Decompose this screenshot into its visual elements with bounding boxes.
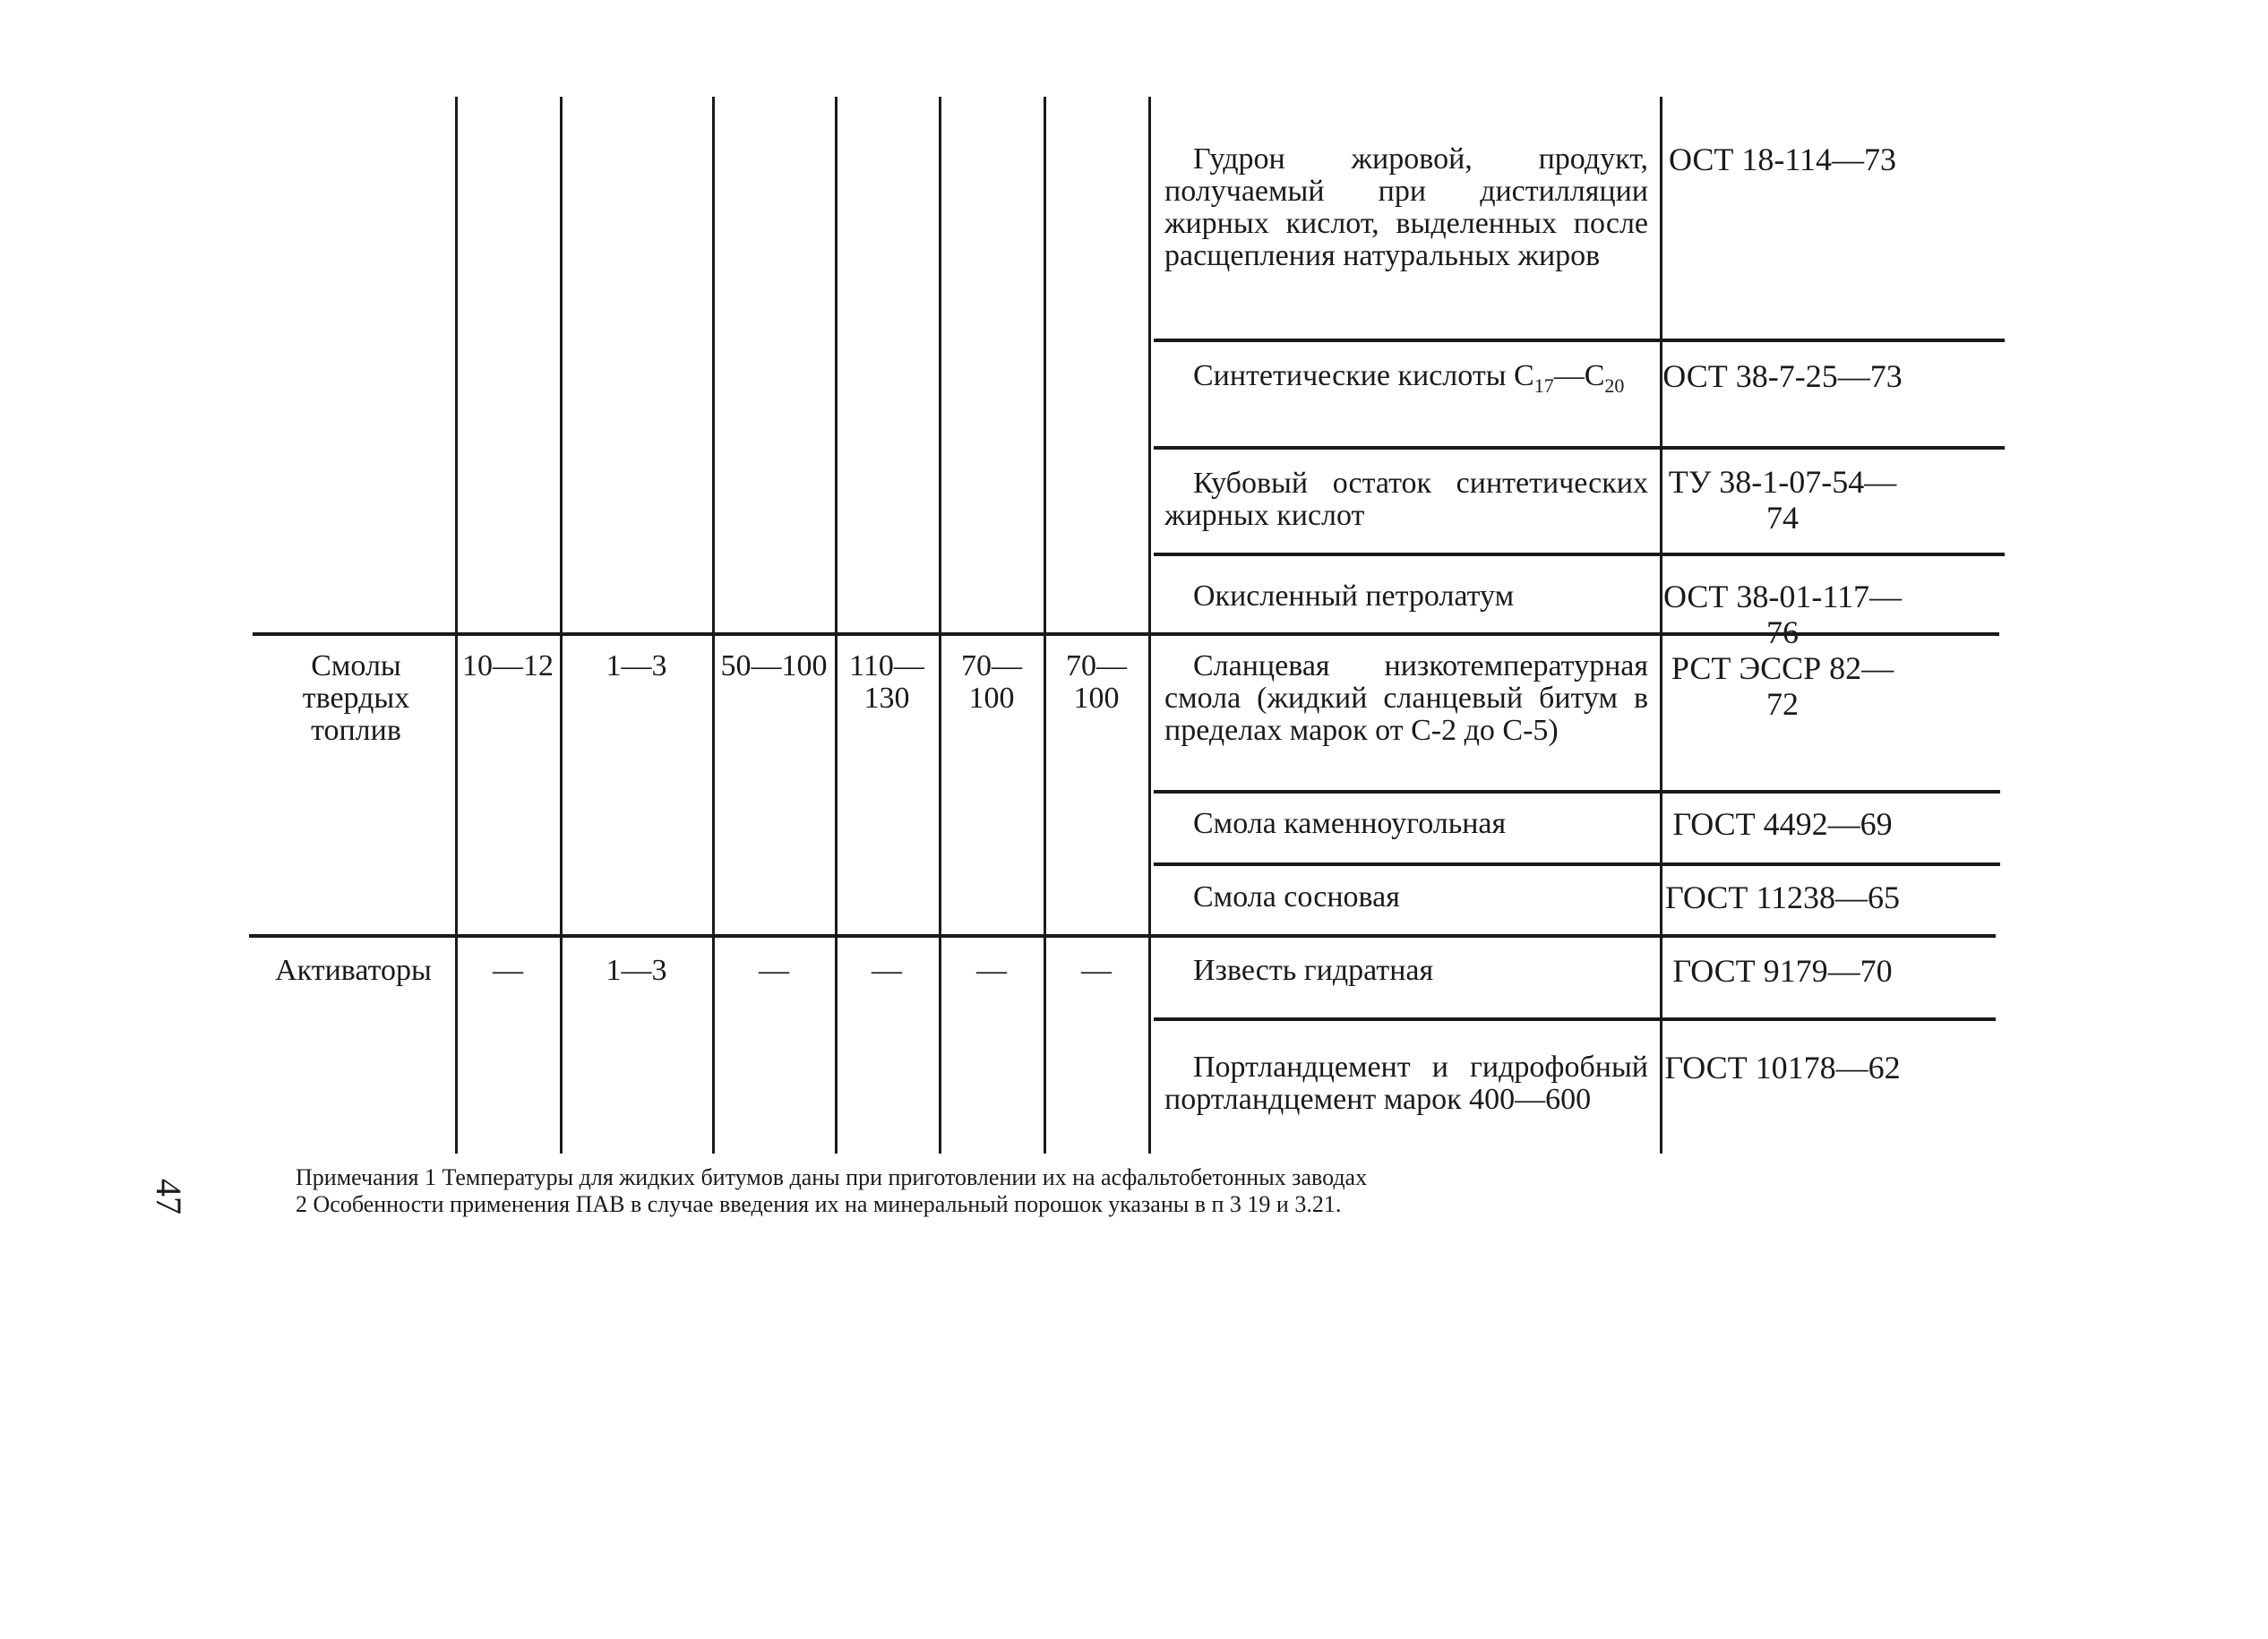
description-text: Смола каменноугольная xyxy=(1193,807,1507,840)
standard-code: ТУ 38-1-07-54—74 xyxy=(1668,464,1897,536)
note-line-2: 2 Особенности применения ПАВ в случае введения их на минеральный порошок указаны в п 3 19 и 3.21. xyxy=(296,1191,1342,1217)
description-text: Сланцевая низкотемпературная смола (жидкий сланцевый битум в пределах марок от С-2 до С-5) xyxy=(1164,649,1648,747)
row-line xyxy=(1154,339,2005,342)
column-line xyxy=(835,97,838,1154)
value-cell: 10—12 xyxy=(462,649,554,682)
description-text: Кубовый остаток синтетических жирных кислот xyxy=(1164,467,1648,532)
description-text: Известь гидратная xyxy=(1193,954,1434,987)
group-name xyxy=(260,650,452,747)
description-part: —C xyxy=(1553,359,1605,392)
standard-code: ГОСТ 10178—62 xyxy=(1664,1050,1901,1086)
note-line-1: Примечания 1 Температуры для жидких битумов даны при приготовлении их на асфальтобетонных заводах xyxy=(296,1164,1368,1190)
column-line xyxy=(455,97,458,1154)
standard-code: ОСТ 38-7-25—73 xyxy=(1662,358,1903,394)
row-line xyxy=(249,934,1996,938)
value-cell: 70— 100 xyxy=(1066,649,1127,715)
standard-code: ГОСТ 4492—69 xyxy=(1672,806,1893,842)
value-cell: — xyxy=(1081,954,1112,987)
description-text: Смола сосновая xyxy=(1193,880,1400,914)
column-line xyxy=(1148,97,1151,1154)
material-description xyxy=(1164,881,1648,914)
description-text: Портландцемент и гидрофобный портландцемент марок 400—600 xyxy=(1164,1051,1648,1116)
value-cell: 50—100 xyxy=(720,649,828,682)
material-description xyxy=(1164,143,1648,272)
standard-code: ГОСТ 9179—70 xyxy=(1672,953,1893,989)
value-cell: — xyxy=(976,954,1007,987)
material-description xyxy=(1164,360,1648,402)
row-line xyxy=(1154,446,2005,450)
standard-code: ОСТ 38-01-117—76 xyxy=(1662,579,1903,650)
row-line xyxy=(1154,862,2000,866)
value-cell: — xyxy=(759,954,789,987)
standard-code: ГОСТ 11238—65 xyxy=(1664,880,1901,915)
material-description xyxy=(1164,580,1648,613)
value-cell: 1—3 xyxy=(606,649,667,682)
column-line xyxy=(939,97,941,1154)
description-text: Окисленный петролатум xyxy=(1193,579,1515,613)
description-text xyxy=(1164,360,1648,402)
row-line xyxy=(1154,790,2000,794)
column-line xyxy=(560,97,563,1154)
page-number: 47 xyxy=(149,1179,189,1214)
standard-code: РСТ ЭССР 82—72 xyxy=(1671,650,1894,722)
value-cell: — xyxy=(493,954,523,987)
group-name-line: Смолы xyxy=(311,649,401,682)
subscript: 20 xyxy=(1604,373,1625,397)
material-description xyxy=(1164,650,1648,747)
material-description xyxy=(1164,955,1648,987)
value-cell: 1—3 xyxy=(606,954,667,987)
material-description xyxy=(1164,808,1648,840)
description-part: Синтетические кислоты C xyxy=(1193,359,1534,392)
group-name-line: твердых xyxy=(302,682,410,715)
column-line xyxy=(712,97,715,1154)
row-line xyxy=(1154,553,2005,556)
value-cell: 110— 130 xyxy=(849,649,924,715)
column-line xyxy=(1044,97,1046,1154)
group-name: Активаторы xyxy=(275,954,432,987)
material-description xyxy=(1164,468,1648,532)
row-line xyxy=(1154,1017,1996,1021)
standard-code: ОСТ 18-114—73 xyxy=(1668,142,1897,177)
subscript: 17 xyxy=(1533,373,1554,397)
material-description xyxy=(1164,1051,1648,1116)
description-text: Гудрон жировой, продукт, получаемый при дистилляции жирных кислот, выделенных после расщепления натуральных жиров xyxy=(1164,142,1648,272)
value-cell: — xyxy=(872,954,902,987)
group-name-line: топлив xyxy=(311,714,401,747)
value-cell: 70— 100 xyxy=(961,649,1022,715)
